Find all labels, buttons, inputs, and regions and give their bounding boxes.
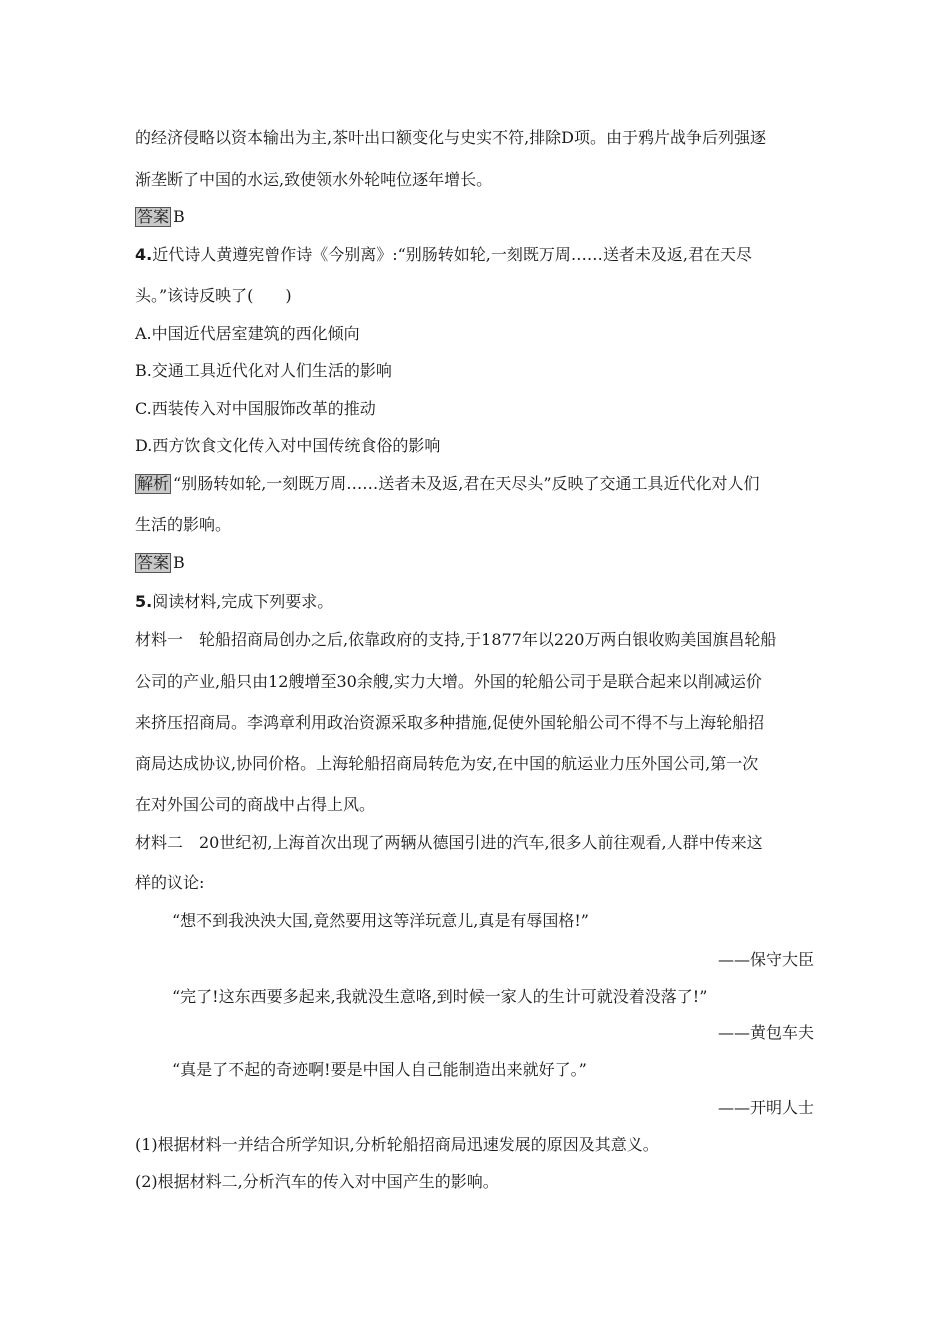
q4-option-b: B.交通工具近代化对人们生活的影响 xyxy=(135,361,392,380)
material-1-line-3: 来挤压招商局。李鸿章利用政治资源采取多种措施,促使外国轮船公司不得不与上海轮船招 xyxy=(135,713,765,732)
quote-2: “完了!这东西要多起来,我就没生意咯,到时候一家人的生计可就没着没落了!” xyxy=(172,987,708,1006)
quote-3: “真是了不起的奇迹啊!要是中国人自己能制造出来就好了。” xyxy=(172,1060,587,1079)
question-number: 5. xyxy=(135,592,153,611)
quote-2-attribution: ——黄包车夫 xyxy=(717,1023,814,1042)
material-1-line-4: 商局达成协议,协同价格。上海轮船招商局转危为安,在中国的航运业力压外国公司,第一次 xyxy=(135,754,759,773)
q4-analysis-text-1: “别肠转如轮,一刻既万周……送者未及返,君在天尽头”反映了交通工具近代化对人们 xyxy=(173,474,760,493)
prev-explanation-line-1: 的经济侵略以资本输出为主,茶叶出口额变化与史实不符,排除D项。由于鸦片战争后列强逐 xyxy=(135,128,767,147)
question-number: 4. xyxy=(135,245,153,264)
material-2-line-1: 材料二 20世纪初,上海首次出现了两辆从德国引进的汽车,很多人前往观看,人群中传来这 xyxy=(135,833,763,852)
quote-1-attribution: ——保守大臣 xyxy=(717,950,814,969)
material-1-line-2: 公司的产业,船只由12艘增至30余艘,实力大增。外国的轮船公司于是联合起来以削减运价 xyxy=(135,672,762,691)
q4-answer xyxy=(135,553,185,573)
answer-tag: 答案 xyxy=(137,207,170,226)
answer-value: B xyxy=(173,553,185,572)
q4-analysis-line-1 xyxy=(135,474,760,494)
q4-stem-text-1: 近代诗人黄遵宪曾作诗《今别离》:“别肠转如轮,一刻既万周……送者未及返,君在天尽 xyxy=(152,245,752,264)
answer-tag: 答案 xyxy=(137,553,170,572)
material-1-line-5: 在对外国公司的商战中占得上风。 xyxy=(135,795,376,814)
requirement-1: (1)根据材料一并结合所学知识,分析轮船招商局迅速发展的原因及其意义。 xyxy=(135,1135,659,1154)
material-1-line-1: 材料一 轮船招商局创办之后,依靠政府的支持,于1877年以220万两白银收购美国旗昌轮船 xyxy=(135,630,777,649)
q5-stem xyxy=(135,592,333,612)
prev-answer xyxy=(135,207,185,227)
analysis-tag: 解析 xyxy=(137,474,170,493)
quote-3-attribution: ——开明人士 xyxy=(717,1098,814,1117)
quote-1: “想不到我泱泱大国,竟然要用这等洋玩意儿,真是有辱国格!” xyxy=(172,911,589,930)
q4-option-d: D.西方饮食文化传入对中国传统食俗的影响 xyxy=(135,436,441,455)
requirement-2: (2)根据材料二,分析汽车的传入对中国产生的影响。 xyxy=(135,1172,499,1191)
q4-option-c: C.西装传入对中国服饰改革的推动 xyxy=(135,399,376,418)
q4-stem-line-2: 头。”该诗反映了( ) xyxy=(135,286,292,305)
material-2-line-2: 样的议论: xyxy=(135,873,205,892)
q4-analysis-line-2: 生活的影响。 xyxy=(135,515,232,534)
q4-stem-line-1 xyxy=(135,245,752,265)
answer-value: B xyxy=(173,207,185,226)
q4-option-a: A.中国近代居室建筑的西化倾向 xyxy=(135,324,360,343)
q5-title: 阅读材料,完成下列要求。 xyxy=(152,592,334,611)
prev-explanation-line-2: 渐垄断了中国的水运,致使领水外轮吨位逐年增长。 xyxy=(135,170,493,189)
